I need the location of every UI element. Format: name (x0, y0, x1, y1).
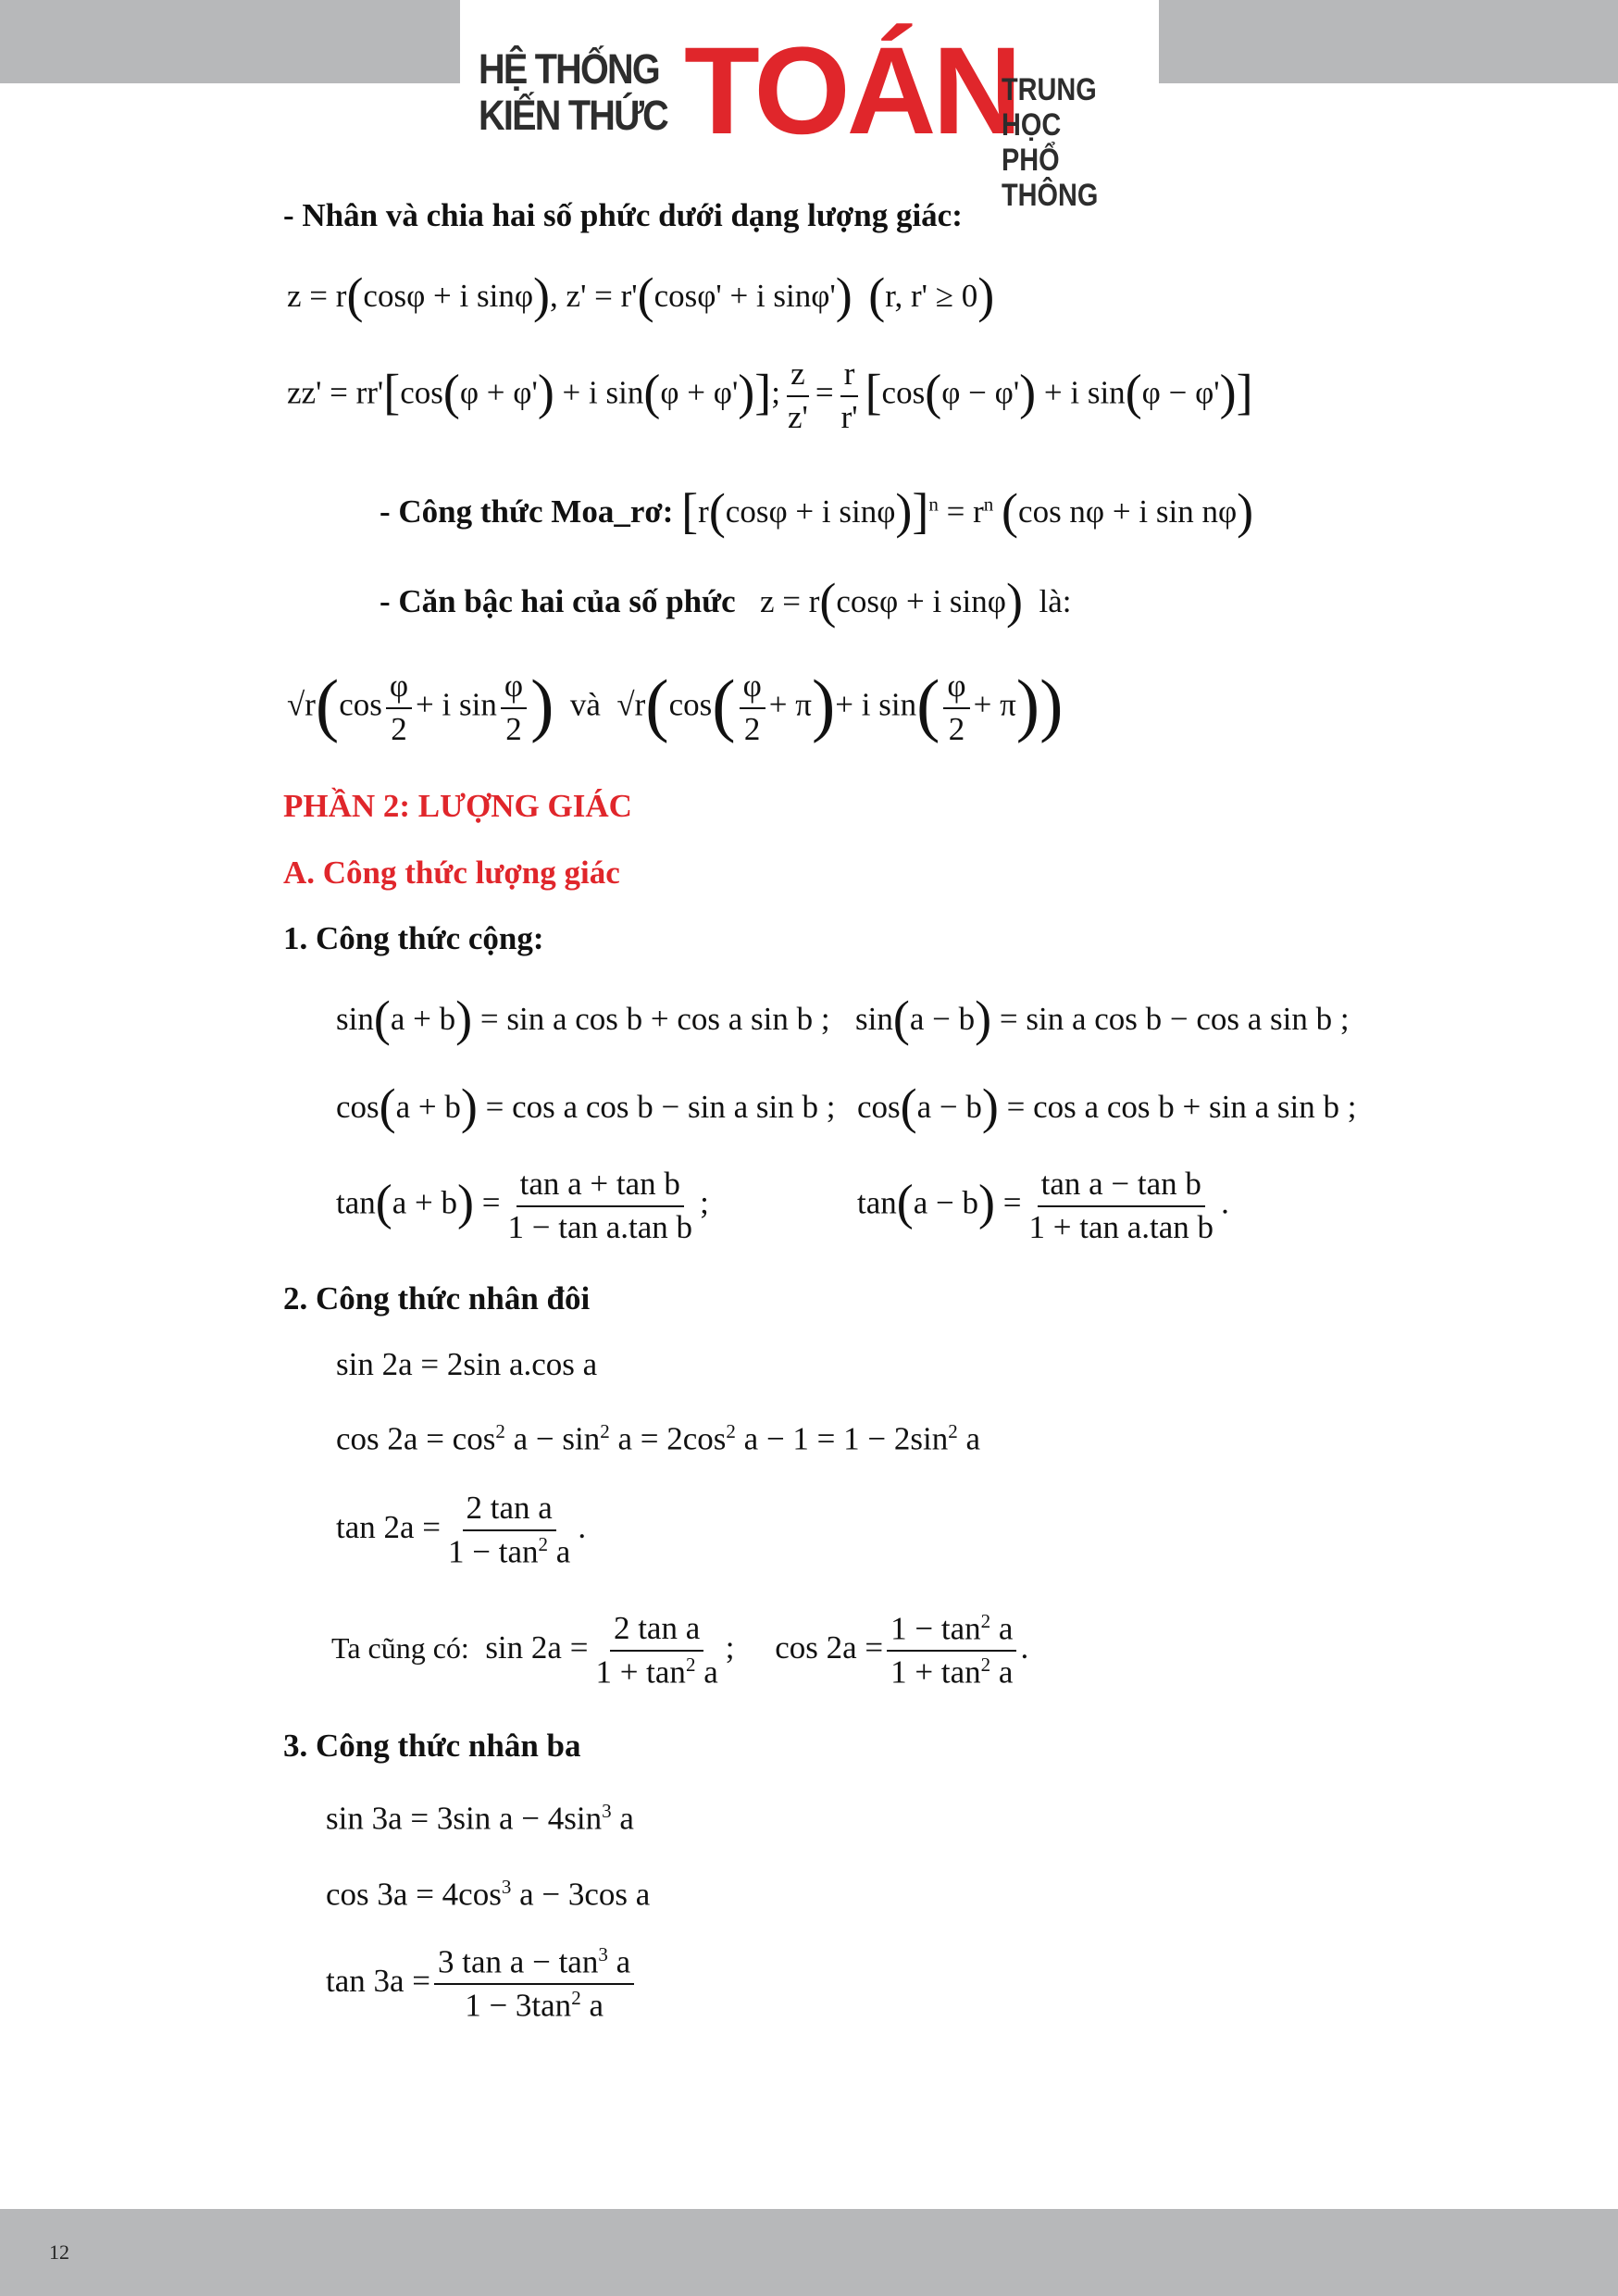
header-band-right (1159, 0, 1618, 83)
formula-sin-diff: sin(a − b) = sin a cos b − cos a sin b ; (855, 991, 1350, 1046)
formula-sqrt-label: - Căn bậc hai của số phức z = r(cosφ + i sinφ) là: (380, 573, 1072, 629)
formula-tan-sum: tan(a + b) = $\frac{\text{tan a + tan b}}{\text{1 − tan a.tan b}}$ ; (336, 1166, 709, 1245)
header-left-line1: HỆ THỐNG (479, 45, 659, 93)
heading-triple: 3. Công thức nhân ba (283, 1728, 581, 1764)
formula-cos-double: $\cos 2a = \cos^2 a - \sin^2 a = 2\cos^2$ $a - 1 = 1 - 2\sin^2$ a (336, 1420, 981, 1457)
heading-addition: 1. Công thức cộng: (283, 920, 544, 956)
header-logo (460, 0, 1159, 213)
formula-moivre: - Công thức Moa_rơ: [r(cosφ + i $\sin\varphi)]^n = r^n$ (cos nφ + i sin nφ) (380, 483, 1254, 539)
formula-also: Ta cũng có: sin 2a = $\frac{\text{2 tan a}}{1 + \tan^2 a}$ ; cos 2a = $\frac{1 - \tan^2 a}{1 + \tan^2 a}$ . (331, 1610, 1029, 1691)
formula-tan-triple: tan 3a = $\frac{3 \tan a - \tan^3 a}{1 - 3\tan^2 a}$ (326, 1944, 638, 2024)
and-word: và (569, 686, 601, 723)
header-right-line1: TRUNG HỌC (1002, 72, 1097, 143)
header-left-text (479, 46, 667, 139)
header-right-line2: PHỔ THÔNG (1002, 143, 1099, 213)
header-title: TOÁN (684, 22, 1019, 160)
part2-subtitle: A. Công thức lượng giác (283, 855, 620, 891)
sqrt-suffix: là: (1039, 583, 1072, 619)
heading-multiply-divide: - Nhân và chia hai số phức dưới dạng lượng giác: (283, 197, 963, 233)
formula-cos-diff: cos(a − b) = cos a cos b + sin a sin b ; (857, 1079, 1357, 1134)
header-right-text (1002, 72, 1136, 213)
formula-tan-diff: tan(a − b) = $\frac{\text{tan a − tan b}}{\text{1 + tan a.tan b}}$ . (857, 1166, 1229, 1245)
moivre-label: - Công thức Moa_rơ: (380, 493, 674, 530)
part2-title: PHẦN 2: LƯỢNG GIÁC (283, 788, 632, 824)
formula-sqrt-roots: √r(cos $\frac{\varphi}{2}$ + i sin $\frac{\varphi}{2}$ ) và √r(cos( $\frac{\varphi}{2}$ + π)+ i sin( $\frac{\varphi}{2}$ + π)) (287, 666, 1064, 747)
formula-cos-triple: $\cos 3a = 4\cos^3$ a − 3cos a (326, 1876, 651, 1913)
formula-sin-sum: sin(a + b) = sin a cos b + cos a sin b ; (336, 991, 830, 1046)
header-band-left (0, 0, 460, 83)
formula-product-quotient: zz' = rr'[cos(φ + φ') + i sin(φ + φ')]; $\frac{z}{z'}$ = $\frac{r}{r'}$ [cos(φ − φ') + i sin(φ − φ')] (287, 356, 1253, 435)
also-label: Ta cũng có: (331, 1631, 469, 1666)
page-number: 12 (49, 2240, 69, 2264)
formula-sin-triple: sin 3a = 3sin $a - 4\sin^3$ a (326, 1800, 634, 1837)
footer-band (0, 2209, 1618, 2296)
formula-cos-sum: cos(a + b) = cos a cos b − sin a sin b ; (336, 1079, 836, 1134)
formula-z-trig: z = r(cosφ + i sinφ), z' = r'(cosφ' + i sinφ') (r, r' ≥ 0) (287, 268, 995, 323)
heading-double: 2. Công thức nhân đôi (283, 1280, 591, 1316)
header-left-line2: KIẾN THỨC (479, 92, 668, 139)
formula-tan-double: tan 2a = $\frac{\text{2 tan a}}{1 - \tan^2 a}$ . (336, 1490, 587, 1570)
sqrt-label: - Căn bậc hai của số phức (380, 583, 736, 619)
formula-sin-double: sin 2a = 2sin a.cos a (336, 1346, 598, 1382)
